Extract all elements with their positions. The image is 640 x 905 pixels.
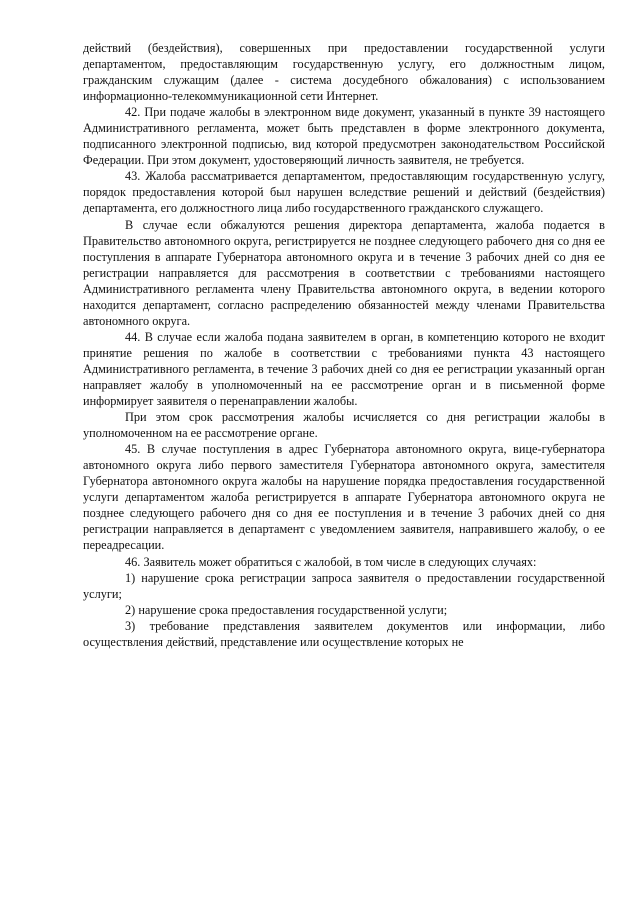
paragraph-46: 46. Заявитель может обратиться с жалобой, в том числе в следующих случаях: (125, 554, 537, 569)
paragraph-43-appeal-director: В случае если обжалуются решения директора департамента, жалоба подается в Правительство автономного округа, регистрируется не позднее следующего рабочего дня со дня ее поступления в аппарате Губернатора автономного округа и в течение 3 рабочих дней со дня ее регистрации направляется для рассмотрения в соответствии с требованиями настоящего Административного регламента члену Правительства автономного округа, в ведении которого находится департамент, согласно распределению обязанностей между членами Правительства автономного округа. (83, 217, 605, 328)
paragraph-44-review-term: При этом срок рассмотрения жалобы исчисляется со дня регистрации жалобы в уполномоченном на ее рассмотрение органе. (83, 410, 605, 441)
paragraph-44: 44. В случае если жалоба подана заявителем в орган, в компетенцию которого не входит принятие решения по жалобе в соответствии с требованиями пункта 43 настоящего Административного регламента, в течение 3 рабочих дней со дня ее регистрации указанный орган направляет жалобу в уполномоченный на ее рассмотрение орган и в письменной форме информирует заявителя о перенаправлении жалобы. (83, 329, 605, 409)
paragraph-45: 45. В случае поступления в адрес Губернатора автономного округа, вице-губернатора автономного округа либо первого заместителя Губернатора автономного округа, заместителя Губернатора автономного округа жалобы на нарушение порядка предоставления государственной услуги департаментом жалоба регистрируется в аппарате Губернатора автономного округа не позднее следующего рабочего дня со дня ее поступления и в течение 3 рабочих дней со дня регистрации направляется в департамент с уведомлением заявителя, направившего жалобу, о ее переадресации. (83, 442, 605, 553)
paragraph-46-item-2: 2) нарушение срока предоставления государственной услуги; (125, 602, 448, 617)
document-page (83, 40, 605, 650)
paragraph-46-item-3: 3) требование представления заявителем документов или информации, либо осуществления действий, представление или осуществление которых не (83, 618, 605, 649)
paragraph-46-item-1: 1) нарушение срока регистрации запроса заявителя о предоставлении государственной услуги; (83, 570, 605, 601)
paragraph-43: 43. Жалоба рассматривается департаментом, предоставляющим государственную услугу, порядок предоставления которой был нарушен вследствие решений и действий (бездействия) департамента, его должностного лица либо государственного гражданского служащего. (83, 169, 605, 216)
paragraph-continuation: действий (бездействия), совершенных при предоставлении государственной услуги департаментом, предоставляющим государственную услугу, его должностным лицом, гражданским служащим (далее - система досудебного обжалования) с использованием информационно-телекоммуникационной сети Интернет. (83, 41, 605, 104)
paragraph-42: 42. При подаче жалобы в электронном виде документ, указанный в пункте 39 настоящего Административного регламента, может быть представлен в форме электронного документа, подписанного электронной подписью, вид которой предусмотрен законодательством Российской Федерации. При этом документ, удостоверяющий личность заявителя, не требуется. (83, 105, 605, 168)
